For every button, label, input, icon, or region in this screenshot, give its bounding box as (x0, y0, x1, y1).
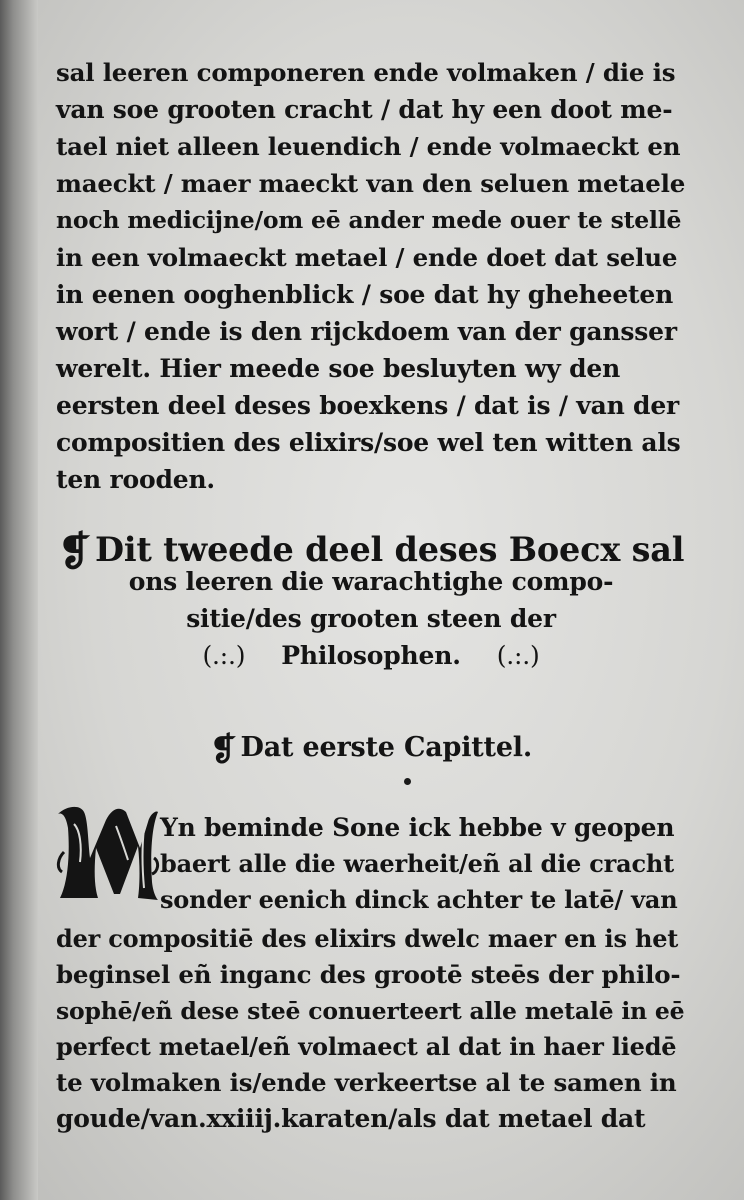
decorated-initial (54, 802, 160, 906)
paragraph-2-opening (160, 810, 680, 918)
text-line: in eenen ooghenblick / soe dat hy gheheeten (56, 280, 674, 309)
text-line: compositien des elixirs/soe wel ten witten als (56, 428, 681, 457)
ornament-dot (404, 778, 411, 785)
text-line: werelt. Hier meede soe besluyten wy den (56, 354, 621, 383)
text-line: sonder eenich dinck achter te latē/ van (160, 885, 678, 914)
ornament-mark-right: (.:.) (496, 641, 540, 670)
initial-letter: M (105, 903, 107, 904)
text-line: wort / ende is den rijckdoem van der gansser (56, 317, 677, 346)
text-line: van soe grooten cracht / dat hy een doot me- (56, 95, 673, 124)
heading-line-3: sitie/des grooten steen der (186, 604, 556, 633)
text-line: goude/van.xxiiij.karaten/als dat metael dat (56, 1104, 646, 1133)
heading-word: Philosophen. (281, 641, 461, 670)
heading-text: Dit tweede deel deses Boecx sal (95, 530, 685, 569)
text-line: eersten deel deses boexkens / dat is / van der (56, 391, 680, 420)
heading-line-4 (56, 637, 686, 674)
heading-line-1 (56, 526, 686, 575)
text-line: perfect metael/eñ volmaect al dat in haer liedē (56, 1032, 677, 1061)
text-line: te volmaken is/ende verkeertse al te samen in (56, 1068, 677, 1097)
section-heading (56, 526, 686, 674)
text-line: Yn beminde Sone ick hebbe v geopen (160, 813, 675, 842)
text-line: beginsel eñ inganc des grootē steēs der philo- (56, 960, 681, 989)
text-line: sal leeren componeren ende volmaken / die is (56, 58, 676, 87)
text-line: sophē/eñ dese steē conuerteert alle metalē in eē (56, 997, 685, 1025)
text-line: maeckt / maer maeckt van den seluen metaele (56, 169, 686, 198)
paragraph-2 (56, 921, 686, 1137)
pilcrow-icon: ❡ (209, 730, 237, 768)
chapter-title-text: Dat eerste Capittel. (240, 732, 533, 763)
pilcrow-icon: ❡ (57, 528, 92, 575)
text-line: der compositiē des elixirs dwelc maer en is het (56, 924, 679, 953)
page-gutter-shadow (0, 0, 38, 1200)
chapter-title (56, 728, 686, 769)
text-line: baert alle die waerheit/eñ al die cracht (160, 849, 675, 878)
text-line: in een volmaeckt metael / ende doet dat selue (56, 243, 678, 272)
paragraph-1 (56, 54, 686, 498)
text-line: ten rooden. (56, 465, 215, 494)
ornament-mark-left: (.:.) (202, 641, 246, 670)
text-line: tael niet alleen leuendich / ende volmaeckt en (56, 132, 681, 161)
heading-line-2: ons leeren die warachtighe compo- (128, 567, 614, 596)
text-line: noch medicijne/om eē ander mede ouer te stellē (56, 206, 682, 234)
